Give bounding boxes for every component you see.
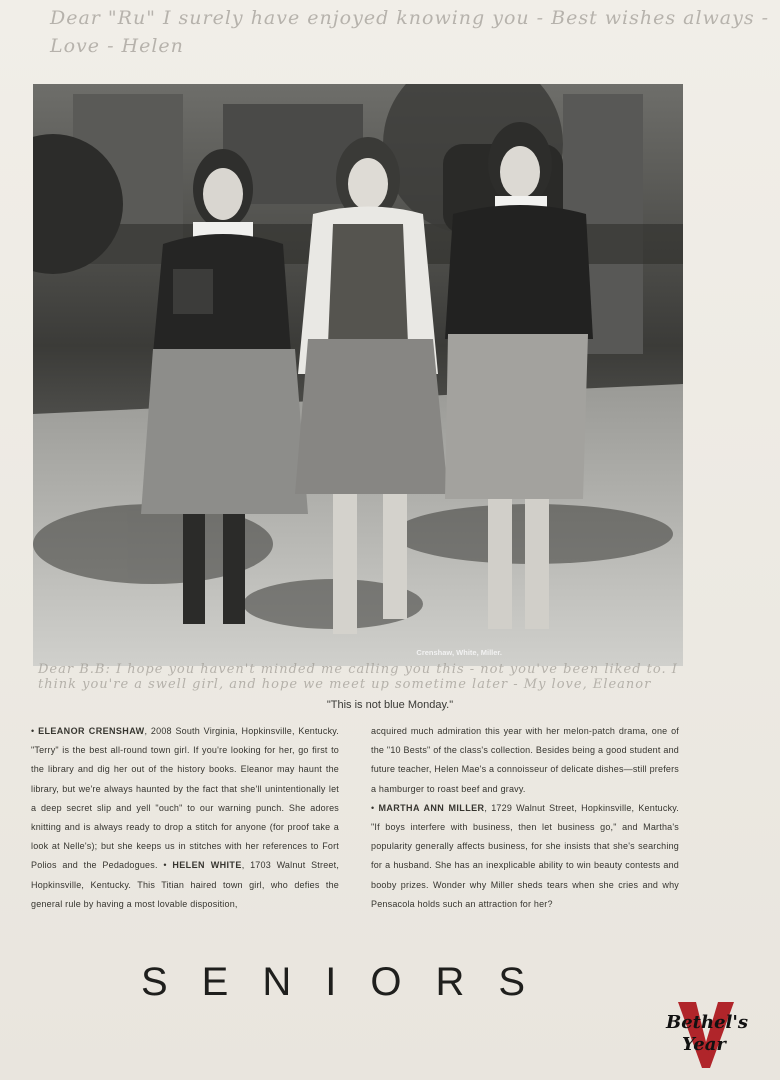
bio-column-right [371, 722, 679, 914]
section-title: SENIORS [140, 960, 560, 1004]
bullet: • [163, 860, 167, 871]
bio-crenshaw [31, 722, 339, 914]
bio-name-miller: MARTHA ANN MILLER [378, 802, 485, 813]
handwritten-note-top: Dear "Ru" I surely have enjoyed knowing you - Best wishes always - Love - Helen [50, 7, 770, 57]
bio-miller [371, 799, 679, 914]
bio-text-crenshaw: , 2008 South Virginia, Hopkinsville, Kentucky. "Terry" is the best all-round town girl. If you're looking for her, go first to the library and dig her out of the history books. Eleanor may haunt the library, but we're always haunted by the fact that she'll unintentionally let a deep secret slip and yell "ouch" to our warning punch. She adores knitting and is always ready to drop a stitch for anyone (for proof take a look at Nelle's); but she keeps us in stitches with her references to Fort Polios and the Pedadogues. [31, 726, 340, 871]
handwritten-note-middle: Dear B.B: I hope you haven't minded me calling you this - not you've been liked to. I think you're a swell girl, and hope we meet up sometime later - My love, Eleanor [38, 662, 678, 692]
bio-name-crenshaw: ELEANOR CRENSHAW [38, 726, 145, 736]
bio-name-white: HELEN WHITE [172, 860, 242, 871]
photo-illustration [33, 84, 683, 666]
logo-line-1: Bethel's [666, 1012, 749, 1033]
bethels-year-logo [656, 998, 756, 1070]
senior-photo [33, 84, 683, 666]
bullet: • [31, 726, 35, 736]
bio-text-white: , 1703 Walnut Street, Hopkinsville, Kentucky. This Titian haired town girl, who defies the general rule by having a most lovable disposition, [31, 860, 340, 909]
bullet: • [371, 802, 375, 813]
bio-column-left [31, 722, 339, 914]
logo-line-2: Year [682, 1034, 726, 1055]
photo-caption: Crenshaw, White, Miller. [416, 648, 502, 657]
page-subtitle: "This is not blue Monday." [326, 699, 454, 711]
bio-white-continued: acquired much admiration this year with her melon-patch drama, one of the "10 Bests" of the class's collection. Besides being a good student and future teacher, Helen Mae's a connoisseur of delicate dishes—still prefers a hamburger to roast beef and gravy. [371, 726, 679, 794]
bio-text-miller: , 1729 Walnut Street, Hopkinsville, Kentucky. "If boys interfere with business, then let business go," and Martha's popularity generally affects business, for she insists that she's searching for a husband. She has an inexplicable ability to win beauty contests and booby prizes. Wonder why Miller sheds tears when she cries and why Pensacola holds such an attraction for her? [371, 802, 680, 909]
